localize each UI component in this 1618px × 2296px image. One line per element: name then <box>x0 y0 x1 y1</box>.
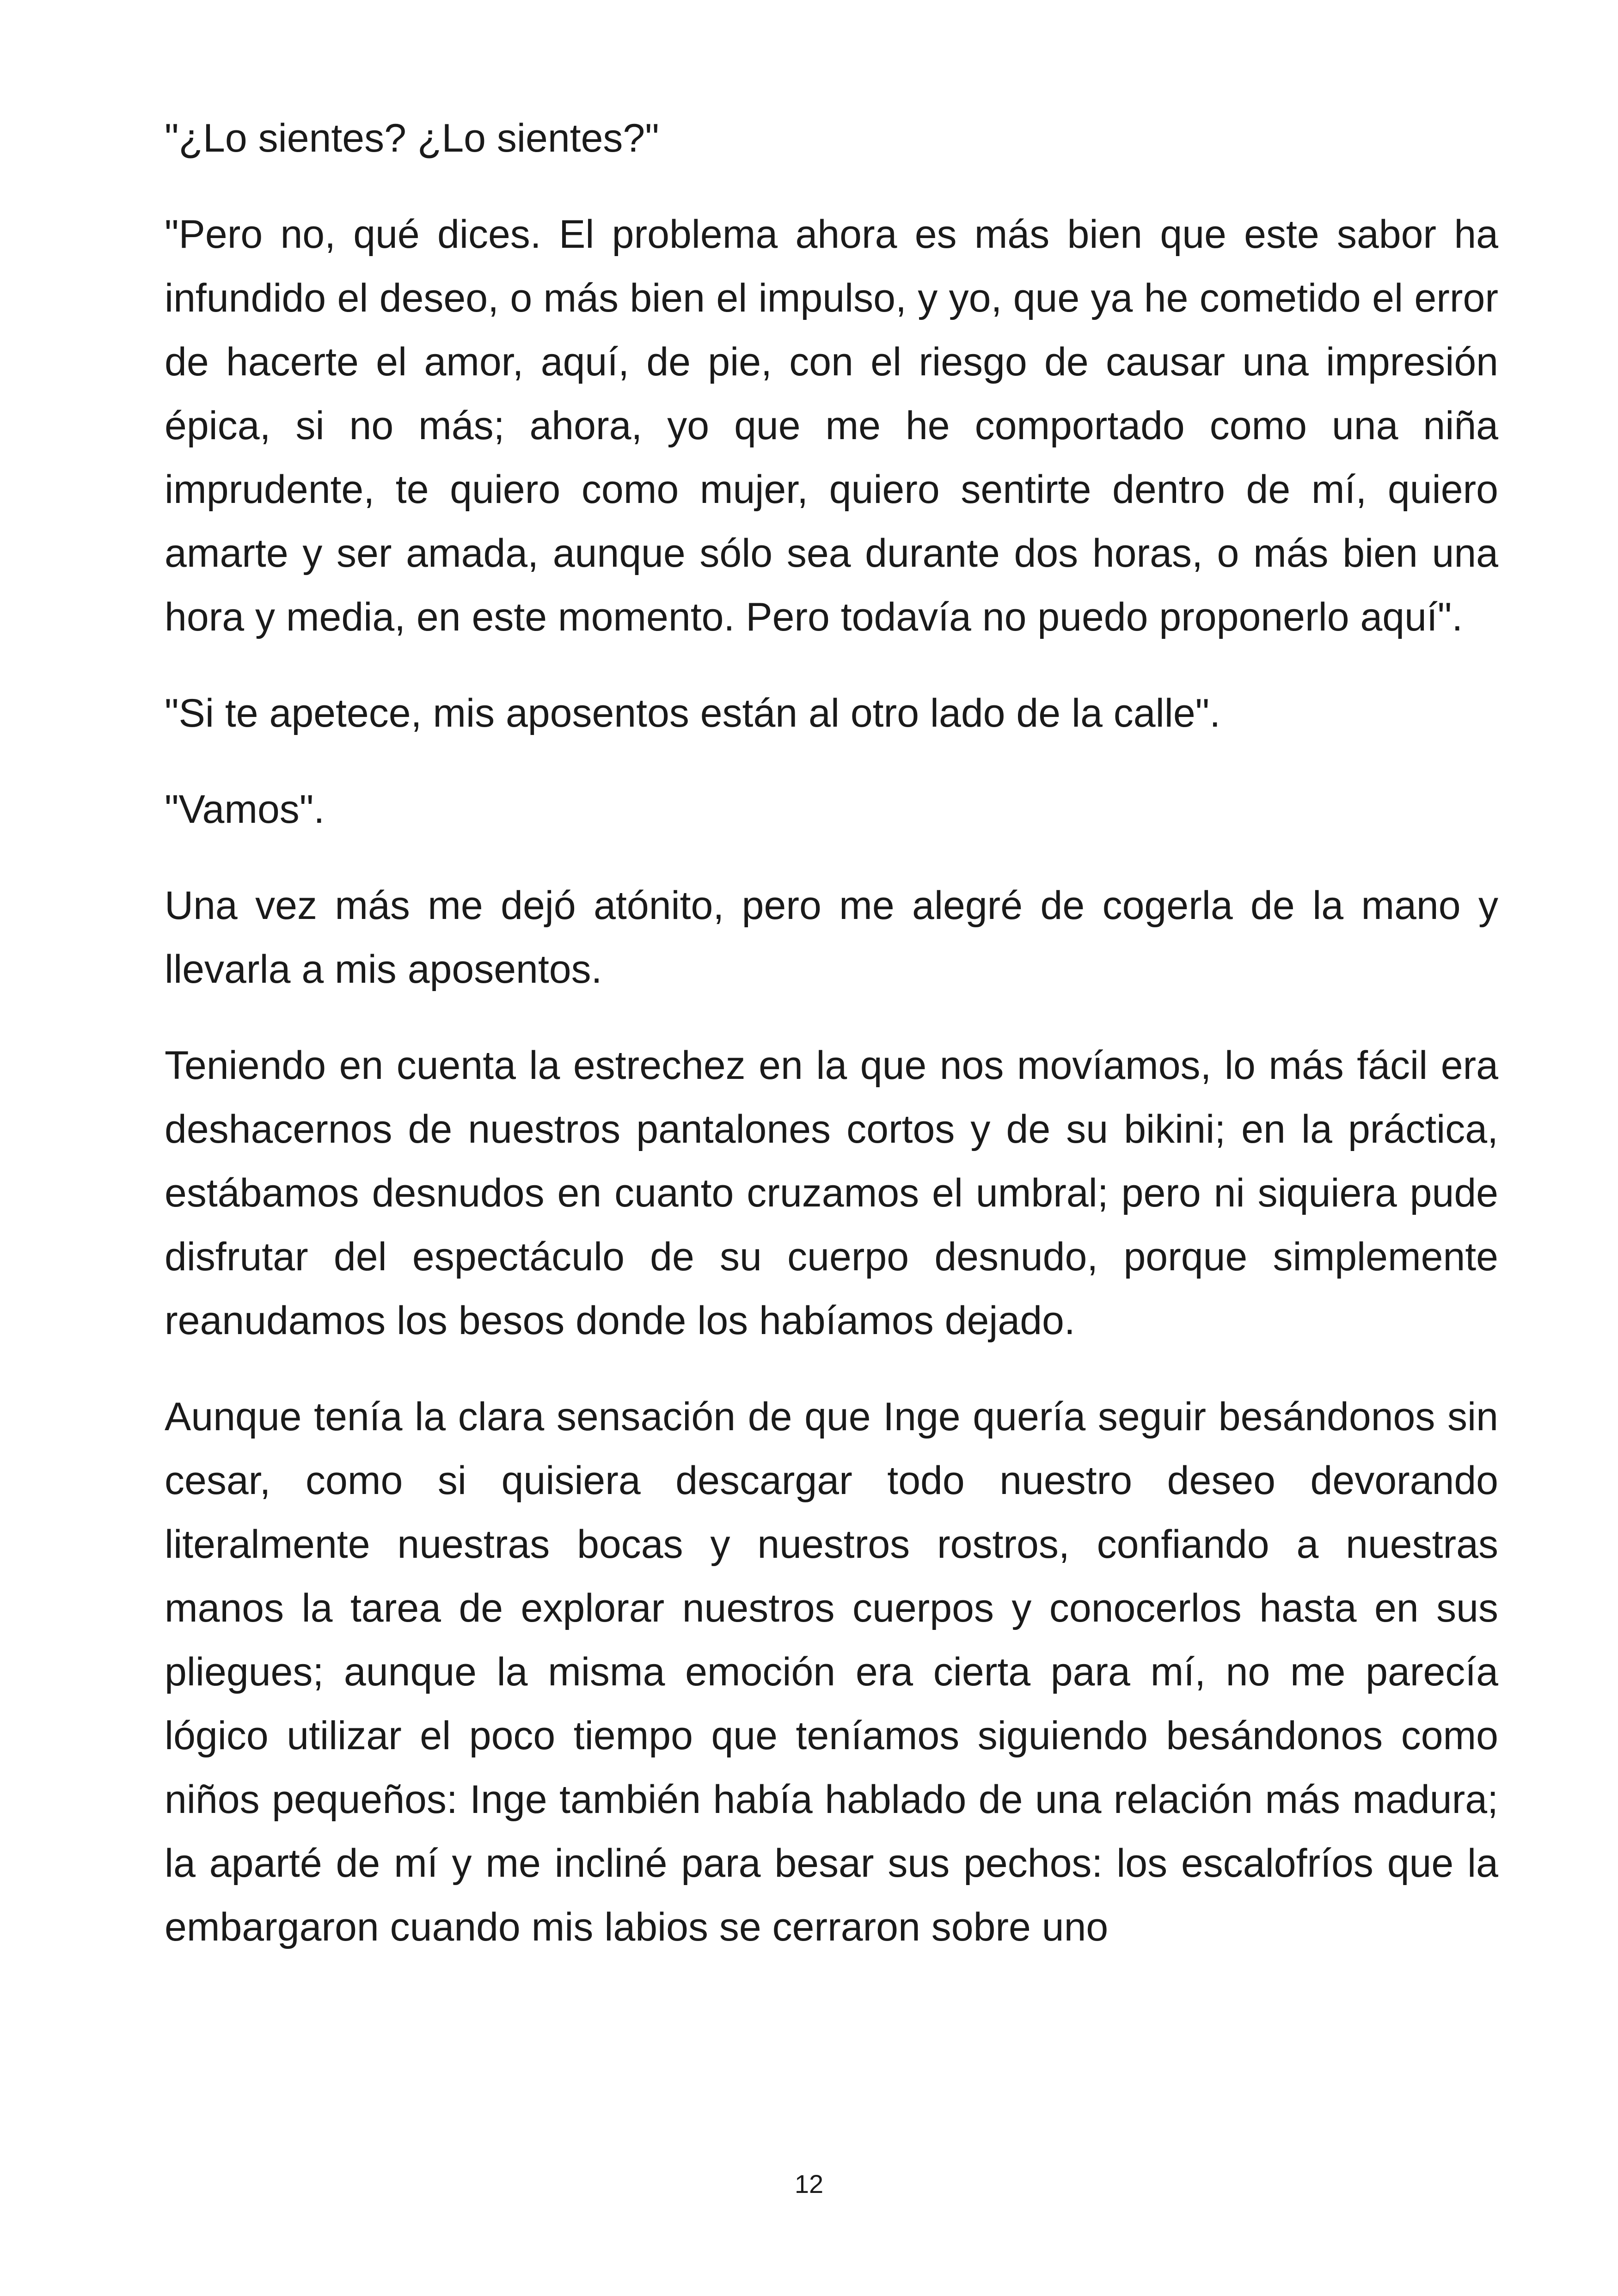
paragraph-1: "¿Lo sientes? ¿Lo sientes?" <box>165 116 659 160</box>
page-body <box>165 106 1498 1991</box>
page-number: 12 <box>794 2169 824 2198</box>
paragraph-2: "Pero no, qué dices. El problema ahora es más bien que este sabor ha infundido el deseo, o más bien el impulso, y yo, que ya he cometido el error de hacerte el amor, aquí, de pie, con el riesgo de causar una impresión épica, si no más; ahora, yo que me he comportado como una niña imprudente, te quiero como mujer, quiero sentirte dentro de mí, quiero amarte y ser amada, aunque sólo sea durante dos horas, o más bien una hora y media, en este momento. Pero todavía no puedo proponerlo aquí". <box>165 212 1498 639</box>
paragraph-3: "Si te apetece, mis aposentos están al otro lado de la calle". <box>165 691 1221 735</box>
paragraph-6: Teniendo en cuenta la estrechez en la que nos movíamos, lo más fácil era deshacernos de nuestros pantalones cortos y de su bikini; en la práctica, estábamos desnudos en cuanto cruzamos el umbral; pero ni siquiera pude disfrutar del espectáculo de su cuerpo desnudo, porque simplemente reanudamos los besos donde los habíamos dejado. <box>165 1043 1498 1343</box>
paragraph-5: Una vez más me dejó atónito, pero me alegré de cogerla de la mano y llevarla a mis aposentos. <box>165 883 1498 992</box>
paragraph-4: "Vamos". <box>165 787 325 832</box>
paragraph-7: Aunque tenía la clara sensación de que Inge quería seguir besándonos sin cesar, como si quisiera descargar todo nuestro deseo devorando literalmente nuestras bocas y nuestros rostros, confiando a nuestras manos la tarea de explorar nuestros cuerpos y conocerlos hasta en sus pliegues; aunque la misma emoción era cierta para mí, no me parecía lógico utilizar el poco tiempo que teníamos siguiendo besándonos como niños pequeños: Inge también había hablado de una relación más madura; la aparté de mí y me incliné para besar sus pechos: los escalofríos que la embargaron cuando mis labios se cerraron sobre uno <box>165 1395 1498 1949</box>
